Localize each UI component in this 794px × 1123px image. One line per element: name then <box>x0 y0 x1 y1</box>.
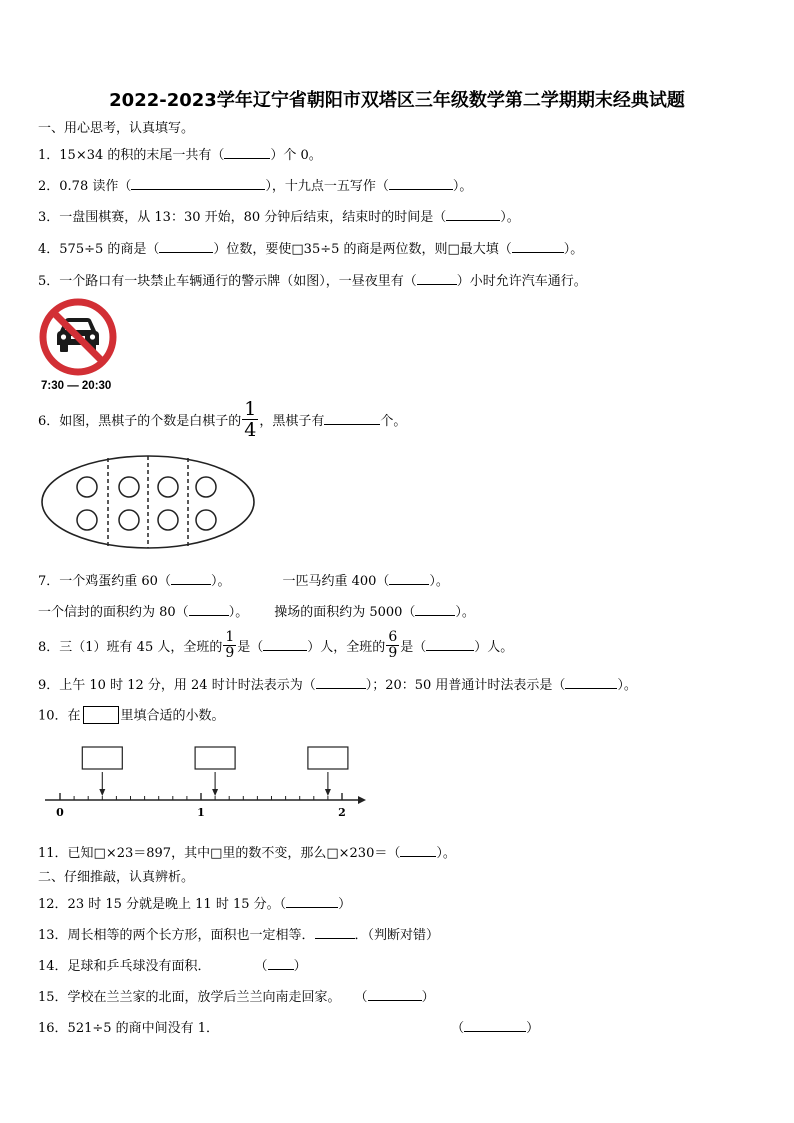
fraction-one-ninth: $\frac{1}{9}$ <box>225 629 235 661</box>
question-8: 8．三（1）班有 45 人，全班的 $\frac{1}{9}$ 是（ ）人，全班的 $\frac{6}{9}$ 是（ ）人。 <box>38 629 514 661</box>
answer-box <box>195 747 235 769</box>
dashed-dividers <box>108 456 188 548</box>
sign-caption: 7:30 — 20:30 <box>41 380 112 392</box>
question-7-part-2: 一个信封的面积约为 80（ ）。 操场的面积约为 5000（ ）。 <box>38 605 475 620</box>
answer-blank[interactable] <box>446 208 500 221</box>
question-3: 3．一盘围棋赛，从 13：30 开始，80 分钟后结束，结束时的时间是（ ）。 <box>38 210 520 225</box>
question-4: 4．575÷5 的商是（ ）位数，要使□35÷5 的商是两位数，则□最大填（ ）。 <box>38 242 584 257</box>
pointer-arrowhead <box>325 789 331 796</box>
question-14: 14．足球和乒乓球没有面积． （ ） <box>38 959 307 974</box>
question-5: 5．一个路口有一块禁止车辆通行的警示牌（如图），一昼夜里有（ ）小时允许汽车通行。 <box>38 274 587 289</box>
answer-blank[interactable] <box>389 177 453 190</box>
question-7: 7．一个鸡蛋约重 60（ ）。 一匹马约重 400（ ）。 <box>38 574 449 589</box>
answer-box <box>308 747 348 769</box>
answer-blank[interactable] <box>512 240 564 253</box>
question-16: 16．521÷5 的商中间没有 1． （ ） <box>38 1021 540 1036</box>
answer-blank[interactable] <box>131 177 265 190</box>
answer-blank[interactable] <box>171 572 211 585</box>
no-car-sign-icon <box>38 297 118 377</box>
answer-blank[interactable] <box>368 988 422 1001</box>
answer-box <box>82 747 122 769</box>
question-12: 12．23 时 15 分就是晚上 11 时 15 分。（ ） <box>38 897 352 912</box>
answer-blank[interactable] <box>189 603 229 616</box>
section-1-heading: 一、用心思考，认真填写。 <box>38 121 195 136</box>
question-1: 1．15×34 的积的末尾一共有（ ）个 0。 <box>38 148 322 163</box>
question-2: 2．0.78 读作（ ），十九点一五写作（ ）。 <box>38 179 473 194</box>
number-line-figure <box>40 740 370 820</box>
axis-arrowhead <box>358 796 366 804</box>
fraction-one-quarter: $\frac{1}{4}$ <box>244 398 257 441</box>
question-6: 6．如图，黑棋子的个数是白棋子的 $\frac{1}{4}$ ，黑棋子有 个。 <box>38 398 407 441</box>
answer-blank[interactable] <box>324 412 380 425</box>
answer-blank[interactable] <box>426 638 474 651</box>
answer-blank[interactable] <box>464 1019 526 1032</box>
answer-blank[interactable] <box>400 844 436 857</box>
question-13: 13．周长相等的两个长方形，面积也一定相等． ．（判断对错） <box>38 928 440 943</box>
section-2-heading: 二、仔细推敲，认真辨析。 <box>38 870 195 885</box>
answer-blank[interactable] <box>316 676 366 689</box>
inline-answer-box <box>83 706 119 724</box>
tick-label: 1 <box>197 806 205 819</box>
chess-pieces-figure <box>40 452 260 554</box>
answer-blank[interactable] <box>389 572 429 585</box>
answer-blank[interactable] <box>417 272 457 285</box>
pointer-arrowhead <box>99 789 105 796</box>
answer-blank[interactable] <box>159 240 213 253</box>
pointer-arrowhead <box>212 789 218 796</box>
answer-blank[interactable] <box>263 638 307 651</box>
chess-piece-icons <box>77 477 216 530</box>
answer-blank[interactable] <box>415 603 455 616</box>
question-15: 15．学校在兰兰家的北面，放学后兰兰向南走回家。 （ ） <box>38 990 435 1005</box>
tick-label: 0 <box>56 806 64 819</box>
fraction-six-ninths: $\frac{6}{9}$ <box>388 629 398 661</box>
answer-blank[interactable] <box>224 146 270 159</box>
answer-blank[interactable] <box>565 676 617 689</box>
answer-blank[interactable] <box>286 895 338 908</box>
answer-blank[interactable] <box>315 926 355 939</box>
question-9: 9．上午 10 时 12 分，用 24 时计时法表示为（ ）；20：50 用普通计时法表示是（ ）。 <box>38 678 637 693</box>
tick-label: 2 <box>338 806 346 819</box>
question-11: 11．已知□×23＝897，其中□里的数不变，那么□×230＝（ ）。 <box>38 846 456 861</box>
page-title: 2022-2023学年辽宁省朝阳市双塔区三年级数学第二学期期末经典试题 <box>109 90 685 111</box>
question-10: 10．在 里填合适的小数。 <box>38 707 225 726</box>
answer-blank[interactable] <box>268 957 294 970</box>
